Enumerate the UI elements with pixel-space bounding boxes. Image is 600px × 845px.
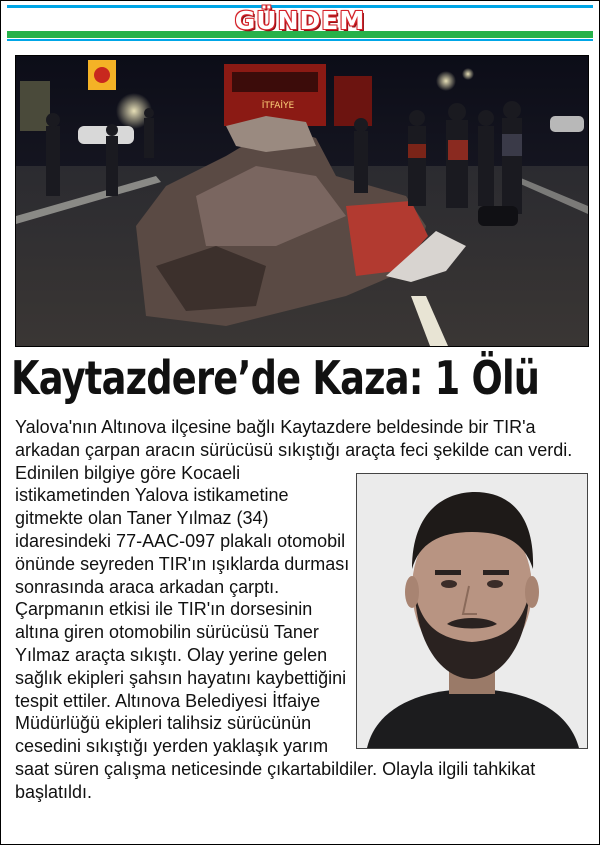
accident-scene-photo [15, 55, 589, 347]
article-text: Edinilen bilgiye göre Kocaeli istikametinden Yalova istikametine gitmekte olan Taner Yılmaz (34) idaresindeki 77-AAC-097 plakalı otomobil önünde seyreden TIR'ın ışıklarda durması sonrasında araca arkadan çarptı. Çarpmanın etkisi ile TIR'ın dorsesinin altına giren otomobilin sürücüsü Taner Yılmaz araçta sıkıştı. Olay yerine gelen sağlık ekipleri şahsın hayatını kaybettiğini tespit ettiler. Altınova Belediyesi İtfaiye Müdürlüğü ekipleri talihsiz sürücünün cesedini sıkıştığı yerden yaklaşık yarım saat süren çalışma neticesinde çıkartabildiler. Olayla ilgili tahkikat başlatıldı. [15, 462, 536, 802]
victim-portrait-photo [356, 473, 588, 749]
header-band-bottom [7, 39, 593, 41]
truck-label: İTFAİYE [261, 101, 295, 111]
article-lead: Yalova'nın Altınova ilçesine bağlı Kaytazdere beldesinde bir TIR'a arkadan çarpan aracın sürücüsü sıkıştığı araçta feci şekilde can verdi. [15, 417, 573, 460]
headline: Kaytazdere’de Kaza: 1 Ölü [11, 351, 540, 405]
section-title: GÜNDEM [234, 6, 366, 35]
